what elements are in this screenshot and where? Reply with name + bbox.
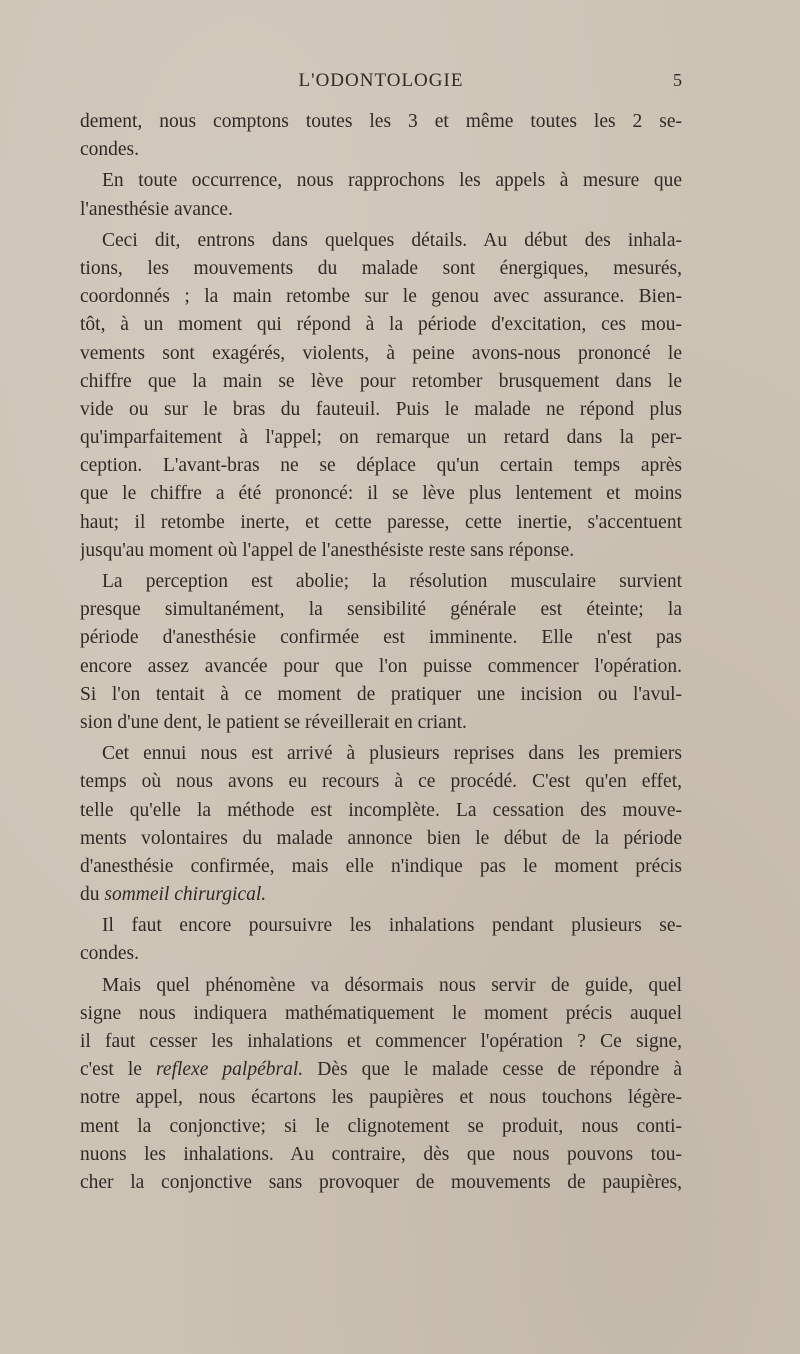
italic-term: reflexe palpébral. [156, 1059, 304, 1081]
text-line: Si l'on tentait à ce moment de pratiquer une incision ou l'avul- [80, 683, 682, 705]
text-line: En toute occurrence, nous rapprochons les appels à mesure que [102, 170, 682, 192]
text-line: coordonnés ; la main retombe sur le genou avec assurance. Bien- [80, 286, 682, 308]
text-line: l'anesthésie avance. [80, 198, 233, 220]
text-line: La perception est abolie; la résolution musculaire survient [102, 571, 682, 592]
page-number: 5 [673, 70, 682, 90]
text-line: encore assez avancée pour que l'on puisse commencer l'opération. [80, 655, 682, 677]
text-line: dement, nous comptons toutes les 3 et même toutes les 2 se- [80, 111, 682, 132]
text-line: cher la conjonctive sans provoquer de mouvements de paupières, [80, 1171, 682, 1193]
text-line: Ceci dit, entrons dans quelques détails. Au début des inhala- [102, 229, 682, 251]
text-line: tions, les mouvements du malade sont énergiques, mesurés, [80, 257, 682, 279]
text-line: tôt, à un moment qui répond à la période d'excitation, ces mou- [80, 314, 682, 336]
text-line: vements sont exagérés, violents, à peine avons-nous prononcé le [80, 342, 682, 364]
text-line: Il faut encore poursuivre les inhalations pendant plusieurs se- [102, 915, 682, 937]
text-line: Cet ennui nous est arrivé à plusieurs reprises dans les premiers [102, 743, 682, 765]
text-line: sion d'une dent, le patient se réveillerait en criant. [80, 711, 467, 733]
text-line: presque simultanément, la sensibilité générale est éteinte; la [80, 599, 682, 621]
text-line: signe nous indiquera mathématiquement le moment précis auquel [80, 1002, 682, 1024]
text-line: chiffre que la main se lève pour retomber brusquement dans le [80, 370, 682, 392]
running-header [80, 64, 682, 98]
text-line: notre appel, nous écartons les paupières et nous touchons légère- [80, 1087, 682, 1109]
text-line: période d'anesthésie confirmée est imminente. Elle n'est pas [80, 627, 682, 649]
text-line: ment la conjonctive; si le clignotement se produit, nous conti- [80, 1115, 682, 1137]
text-line: condes. [80, 943, 140, 965]
text-line: que le chiffre a été prononcé: il se lève plus lentement et moins [80, 483, 682, 505]
text-line: haut; il retombe inerte, et cette paresse, cette inertie, s'accentuent [80, 511, 682, 533]
italic-term: sommeil chirurgical. [104, 884, 267, 906]
text-line: qu'imparfaitement à l'appel; on remarque un retard dans la per- [80, 427, 682, 449]
text-line: c'est le reflexe palpébral. Dès que le malade cesse de répondre à [80, 1059, 682, 1081]
text-line: d'anesthésie confirmée, mais elle n'indique pas le moment précis [80, 855, 682, 877]
text-line: vide ou sur le bras du fauteuil. Puis le malade ne répond plus [80, 398, 682, 420]
text-line: du sommeil chirurgical. [80, 884, 267, 906]
text-line: condes. [80, 139, 140, 161]
text-line: telle qu'elle la méthode est incomplète. La cessation des mouve- [80, 799, 682, 821]
text-line: il faut cesser les inhalations et commencer l'opération ? Ce signe, [80, 1031, 682, 1052]
running-title: L'ODONTOLOGIE [298, 70, 464, 91]
text-line: Mais quel phénomène va désormais nous servir de guide, quel [102, 974, 682, 996]
text-line: ments volontaires du malade annonce bien le début de la période [80, 827, 682, 849]
text-line: jusqu'au moment où l'appel de l'anesthésiste reste sans réponse. [80, 539, 575, 561]
text-line: ception. L'avant-bras ne se déplace qu'un certain temps après [80, 455, 682, 477]
text-line: temps où nous avons eu recours à ce procédé. C'est qu'en effet, [80, 771, 682, 793]
text-line: nuons les inhalations. Au contraire, dès que nous pouvons tou- [80, 1143, 682, 1165]
body-text [80, 108, 682, 1197]
